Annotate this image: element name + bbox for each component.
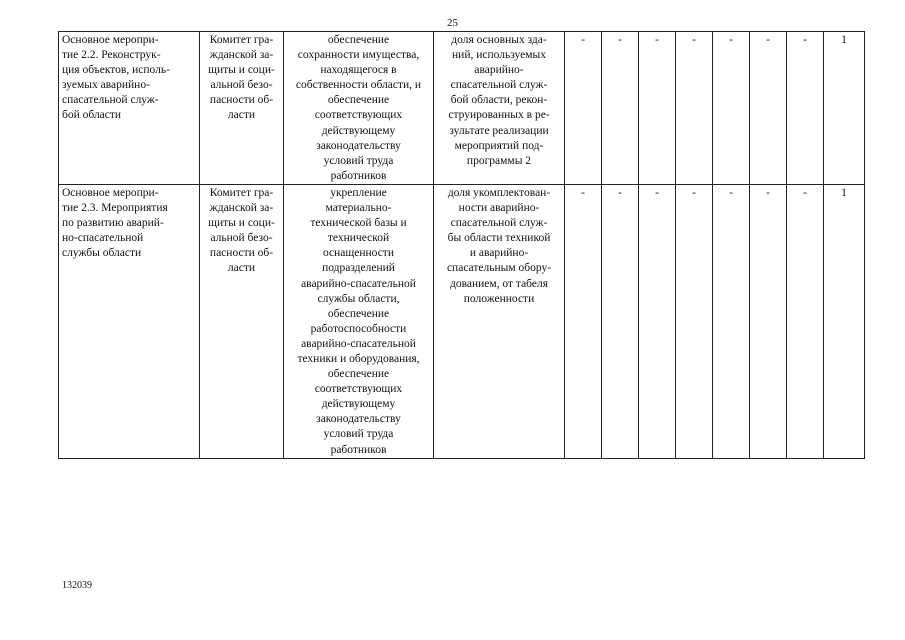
cell-text-line: действующему: [321, 398, 396, 411]
cell-text-line: службы области,: [317, 292, 400, 305]
cell-text-line: аварийно-: [474, 64, 524, 77]
cell-text-line: жданской за-: [209, 49, 274, 62]
cell-text-line: работников: [330, 169, 387, 182]
value-cell: -: [565, 32, 602, 185]
value-cell: -: [639, 184, 676, 458]
cell-text-line: ний, используемых: [452, 49, 546, 62]
cell-text-line: аварийно-спасательной: [301, 277, 416, 290]
value-cell: -: [602, 184, 639, 458]
cell-text-line: пасности об-: [209, 247, 274, 260]
indicator-cell: [434, 32, 565, 185]
cell-text-line: находящегося в: [320, 64, 397, 77]
value-cell: -: [713, 184, 750, 458]
cell-text-line: соответствующих: [314, 109, 403, 122]
cell-text-line: положенности: [463, 292, 535, 305]
cell-text-line: обеспечение: [327, 34, 390, 46]
cell-text-line: сохранности имущества,: [297, 49, 420, 62]
cell-text-line: службы области: [62, 247, 142, 260]
value-cell: -: [676, 184, 713, 458]
cell-text-line: ласти: [227, 109, 256, 122]
cell-text-line: Комитет гра-: [209, 34, 274, 46]
cell-text-line: бы области техникой: [447, 232, 551, 245]
measure-goal-cell: [284, 32, 434, 185]
cell-text-line: альной безо-: [210, 79, 273, 92]
cell-text-line: аварийно-спасательной: [301, 337, 416, 350]
value-cell: -: [787, 32, 824, 185]
cell-text-line: условий труда: [323, 428, 394, 441]
cell-text-line: пасности об-: [209, 94, 274, 107]
cell-text-line: обеспечение: [327, 368, 390, 381]
cell-text-line: работников: [330, 443, 387, 456]
table-body: [59, 32, 865, 459]
value-cell: -: [750, 184, 787, 458]
cell-text-line: бой области: [62, 109, 122, 122]
cell-text-line: Комитет гра-: [209, 186, 274, 199]
cell-text-line: тие 2.2. Реконструк-: [62, 49, 161, 62]
cell-text-line: спасательной служ-: [450, 217, 548, 230]
measure-name-cell: [59, 184, 200, 458]
cell-text-line: технической базы и: [310, 217, 407, 230]
cell-text-line: условий труда: [323, 154, 394, 167]
cell-text-line: соответствующих: [314, 383, 403, 396]
cell-text-line: доля основных зда-: [451, 34, 547, 46]
cell-text-line: спасательным обору-: [446, 262, 552, 275]
cell-text-line: доля укомплектован-: [447, 186, 551, 199]
cell-text-line: струированных в ре-: [448, 109, 550, 122]
cell-text-line: программы 2: [466, 154, 532, 167]
cell-text-line: зуемых аварийно-: [62, 79, 150, 92]
cell-text-line: щиты и соци-: [208, 217, 275, 230]
cell-text-line: альной безо-: [210, 232, 273, 245]
cell-text-line: укрепление: [330, 186, 387, 199]
table-row: [59, 184, 865, 458]
cell-text-line: спасательной служ-: [450, 79, 548, 92]
cell-text-line: жданской за-: [209, 202, 274, 215]
value-cell: -: [602, 32, 639, 185]
document-code: 132039: [62, 580, 92, 591]
value-cell: -: [639, 32, 676, 185]
cell-text-line: обеспечение: [327, 94, 390, 107]
page-number: 25: [447, 17, 458, 29]
value-cell: 1: [824, 32, 865, 185]
measures-table: [58, 31, 865, 459]
cell-text-line: Основное меропри-: [62, 34, 159, 46]
indicator-cell: [434, 184, 565, 458]
cell-text-line: и аварийно-: [469, 247, 529, 260]
cell-text-line: оснащенности: [323, 247, 394, 260]
cell-text-line: ности аварийно-: [458, 202, 540, 215]
cell-text-line: законодательству: [316, 413, 401, 426]
cell-text-line: дованием, от табеля: [449, 277, 549, 290]
cell-text-line: действующему: [321, 124, 396, 137]
cell-text-line: материально-: [325, 202, 392, 215]
cell-text-line: ласти: [227, 262, 256, 275]
responsible-executor-cell: [200, 32, 284, 185]
value-cell: -: [787, 184, 824, 458]
cell-text-line: собственности области, и: [295, 79, 422, 92]
table-row: [59, 32, 865, 185]
cell-text-line: обеспечение: [327, 307, 390, 320]
cell-text-line: бой области, рекон-: [450, 94, 548, 107]
value-cell: -: [750, 32, 787, 185]
cell-text-line: законодательству: [316, 139, 401, 152]
cell-text-line: по развитию аварий-: [62, 217, 164, 230]
cell-text-line: спасательной служ-: [62, 94, 159, 107]
value-cell: 1: [824, 184, 865, 458]
measure-goal-cell: [284, 184, 434, 458]
cell-text-line: подразделений: [322, 262, 395, 275]
value-cell: -: [565, 184, 602, 458]
responsible-executor-cell: [200, 184, 284, 458]
value-cell: -: [676, 32, 713, 185]
cell-text-line: ция объектов, исполь-: [62, 64, 170, 77]
cell-text-line: но-спасательной: [62, 232, 144, 245]
cell-text-line: технической: [327, 232, 390, 245]
measure-name-cell: [59, 32, 200, 185]
cell-text-line: тие 2.3. Мероприятия: [62, 202, 168, 215]
cell-text-line: работоспособности: [310, 322, 407, 335]
cell-text-line: мероприятий под-: [454, 139, 544, 152]
cell-text-line: зультате реализации: [449, 124, 549, 137]
value-cell: -: [713, 32, 750, 185]
cell-text-line: щиты и соци-: [208, 64, 275, 77]
cell-text-line: Основное меропри-: [62, 186, 159, 199]
cell-text-line: техники и оборудования,: [297, 352, 420, 365]
